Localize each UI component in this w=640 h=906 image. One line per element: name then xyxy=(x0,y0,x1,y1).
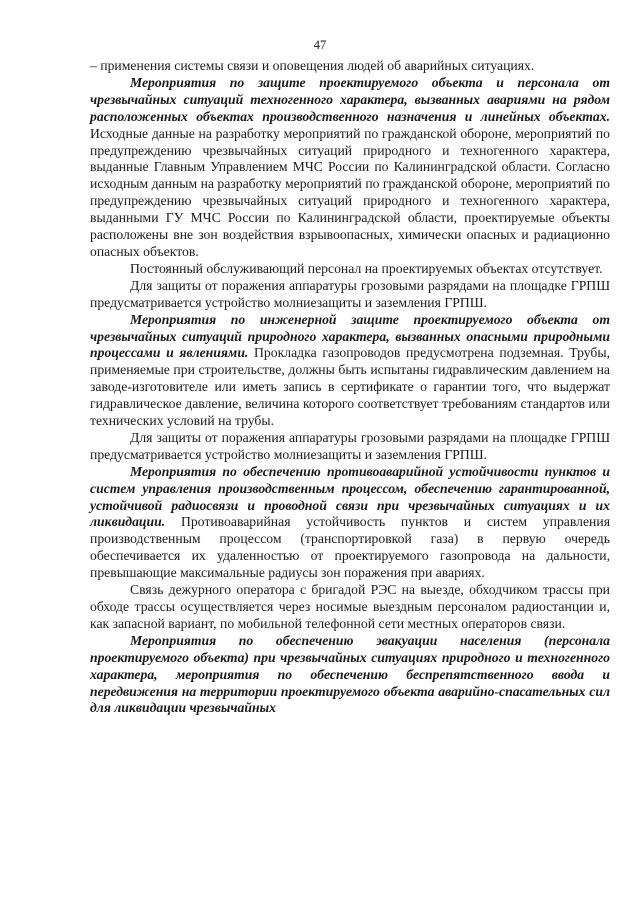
paragraph-3-text: Постоянный обслуживающий персонал на проектируемых объектах отсутствует. xyxy=(130,260,603,276)
paragraph-2-heading: Мероприятия по защите проектируемого объекта и персонала от чрезвычайных ситуаций техногенного характера, вызванных авариями на рядом расположенных объектах производственного назначения и линейных объектах. xyxy=(90,74,610,124)
paragraph-1 xyxy=(90,58,610,75)
paragraph-8 xyxy=(90,582,610,633)
paragraph-1-text: – применения системы связи и оповещения людей об аварийных ситуациях. xyxy=(90,58,535,73)
paragraph-4-text: Для защиты от поражения аппаратуры грозовыми разрядами на площадке ГРПШ предусматривается устройство молниезащиты и заземления ГРПШ. xyxy=(90,277,610,310)
paragraph-3 xyxy=(90,261,610,278)
paragraph-9 xyxy=(90,633,610,718)
paragraph-7-text: Противоаварийная устойчивость пунктов и систем управления производственным процессом (транспортировкой газа) в первую очередь обеспечивается их удаленностью от проектируемого газопровода на дальности, превышающие максимальные радиусы зон поражения при авариях. xyxy=(90,514,610,581)
paragraph-5 xyxy=(90,312,610,430)
paragraph-7 xyxy=(90,464,610,582)
paragraph-9-heading: Мероприятия по обеспечению эвакуации населения (персонала проектируемого объекта) при чрезвычайных ситуациях природного и техногенного характера, мероприятия по обеспечению беспрепятственного ввода и передвижения на территории проектируемого объекта аварийно-спасательных сил для ликвидации чрезвычайных xyxy=(90,632,610,716)
paragraph-8-text: Связь дежурного оператора с бригадой РЭС на выезде, обходчиком трассы при обходе трассы осуществляется через носимые выездным персоналом радиостанции и, как запасной вариант, по мобильной телефонной сети местных операторов связи. xyxy=(90,582,610,631)
paragraph-7-heading: Мероприятия по обеспечению противоаварийной устойчивости пунктов и систем управления производственным процессом, обеспечению гарантированной, устойчивой радиосвязи и проводной связи при чрезвычайных ситуациях и их ликвидации. xyxy=(90,463,610,530)
paragraph-2 xyxy=(90,75,610,261)
paragraph-6-text: Для защиты от поражения аппаратуры грозовыми разрядами на площадке ГРПШ предусматривается устройство молниезащиты и заземления ГРПШ. xyxy=(90,429,610,462)
body-text xyxy=(90,58,610,717)
page-number: 47 xyxy=(313,38,327,52)
paragraph-2-text: Исходные данные на разработку мероприятий по гражданской обороне, мероприятий по предупреждению чрезвычайных ситуаций природного и техногенного характера, выданные Главным Управлением МЧС России по Калининградской области. Согласно исходным данным на разработку мероприятий по гражданской обороне, мероприятий по предупреждению чрезвычайных ситуаций природного и техногенного характера, выданными ГУ МЧС России по Калининградской области, проектируемые объекты расположены вне зон воздействия взрывоопасных, химически опасных и радиационно опасных объектов. xyxy=(90,125,610,259)
paragraph-6 xyxy=(90,430,610,464)
paragraph-5-text: Прокладка газопроводов предусмотрена подземная. Трубы, применяемые при строительстве, должны быть испытаны гидравлическим давлением на заводе-изготовителе или иметь запись в сертификате о гарантии того, что выдержат гидравлическое давление, величина которого соответствует требованиям стандартов или технических условий на трубы. xyxy=(90,345,610,429)
paragraph-4 xyxy=(90,278,610,312)
paragraph-5-heading: Мероприятия по инженерной защите проектируемого объекта от чрезвычайных ситуаций природного характера, вызванных опасными природными процессами и явлениями. xyxy=(90,311,610,361)
